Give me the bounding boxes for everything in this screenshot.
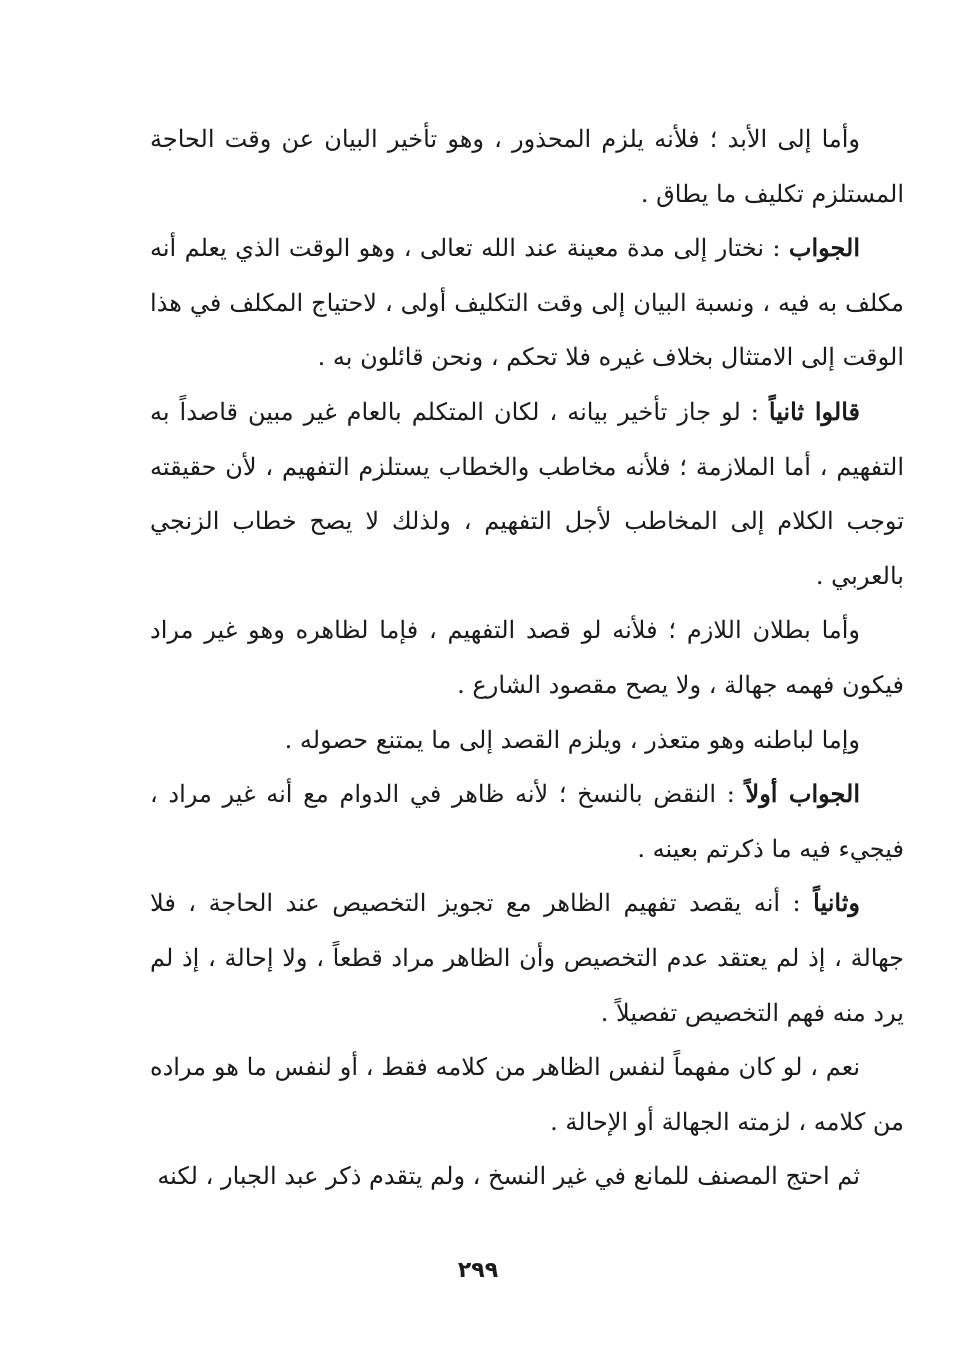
paragraph-7	[150, 876, 904, 1040]
paragraph-text: ثم احتج المصنف للمانع في غير النسخ ، ولم يتقدم ذكر عبد الجبار ، لكنه	[157, 1162, 860, 1191]
paragraph-lead: الجواب أولاً	[745, 779, 860, 809]
paragraph-6	[150, 767, 904, 876]
paragraph-text: وأما بطلان اللازم ؛ فلأنه لو قصد التفهيم ، فإما لظاهره وهو غير مراد فيكون فهمه جهالة ، ولا يصح مقصود الشارع .	[150, 616, 904, 699]
paragraph-lead: وثانياً	[813, 888, 860, 918]
body-text	[150, 112, 904, 1204]
paragraph-8	[150, 1040, 904, 1149]
paragraph-text: وأما إلى الأبد ؛ فلأنه يلزم المحذور ، وهو تأخير البيان عن وقت الحاجة المستلزم تكليف ما يطاق .	[150, 125, 904, 208]
paragraph-3	[150, 385, 904, 603]
paragraph-text: : أنه يقصد تفهيم الظاهر مع تجويز التخصيص عند الحاجة ، فلا جهالة ، إذ لم يعتقد عدم التخصيص وأن الظاهر مراد قطعاً ، ولا إحالة ، إذ لم يرد منه فهم التخصيص تفصيلاً .	[150, 889, 904, 1027]
paragraph-lead: قالوا ثانياً	[768, 396, 860, 426]
paragraph-1	[150, 112, 904, 221]
paragraph-9	[150, 1149, 904, 1204]
paragraph-4	[150, 603, 904, 712]
paragraph-text: : النقض بالنسخ ؛ لأنه ظاهر في الدوام مع أنه غير مراد ، فيجيء فيه ما ذكرتم بعينه .	[150, 780, 904, 863]
paragraph-2	[150, 221, 904, 385]
paragraph-text: : لو جاز تأخير بيانه ، لكان المتكلم بالعام غير مبين قاصداً به التفهيم ، أما الملازمة ؛ فلأنه مخاطب والخطاب يستلزم التفهيم ، لأن حقيقته توجب الكلام إلى المخاطب لأجل التفهيم ، ولذلك لا يصح خطاب الزنجي بالعربي .	[150, 397, 904, 590]
paragraph-text: نعم ، لو كان مفهماً لنفس الظاهر من كلامه فقط ، أو لنفس ما هو مراده من كلامه ، لزمته الجهالة أو الإحالة .	[150, 1053, 904, 1136]
paragraph-5	[150, 713, 904, 768]
paragraph-text: : نختار إلى مدة معينة عند الله تعالى ، وهو الوقت الذي يعلم أنه مكلف به فيه ، ونسبة البيان إلى وقت التكليف أولى ، لاحتياج المكلف في هذا الوقت إلى الامتثال بخلاف غيره فلا تحكم ، ونحن قائلون به .	[150, 234, 904, 372]
paragraph-lead: الجواب	[788, 233, 860, 263]
paragraph-text: وإما لباطنه وهو متعذر ، ويلزم القصد إلى ما يمتنع حصوله .	[284, 725, 860, 754]
page-number: ٢٩٩	[457, 1258, 499, 1283]
